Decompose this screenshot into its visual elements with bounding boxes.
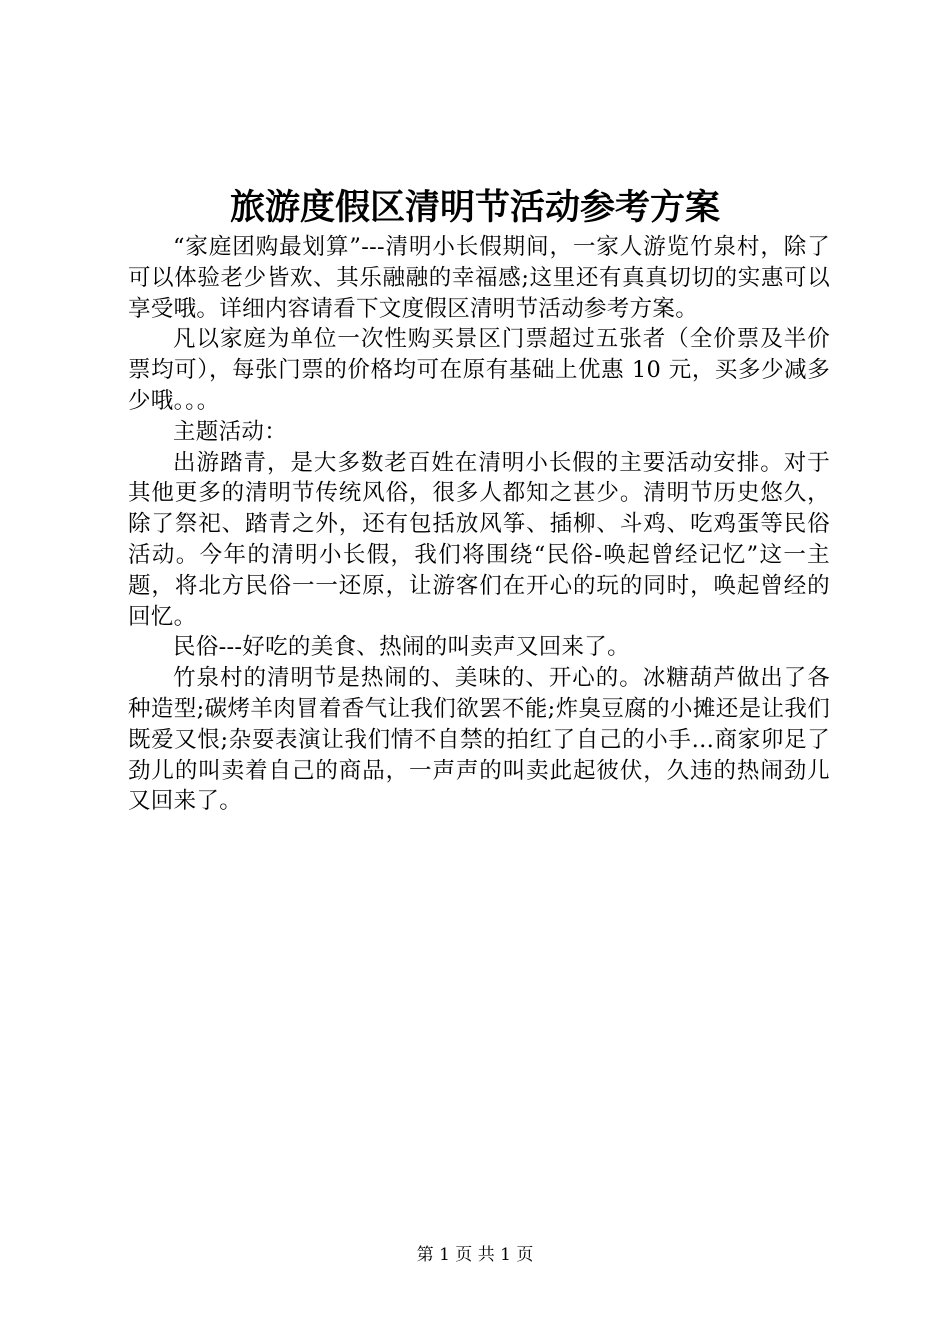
page-footer: 第 1 页 共 1 页 — [416, 1245, 534, 1265]
paragraph: “家庭团购最划算”---清明小长假期间，一家人游览竹泉村，除了可以体验老少皆欢、其乐融融的幸福感;这里还有真真切切的实惠可以享受哦。详细内容请看下文度假区清明节活动参考方案。 — [128, 234, 830, 322]
paragraph: 出游踏青，是大多数老百姓在清明小长假的主要活动安排。对于其他更多的清明节传统风俗，很多人都知之甚少。清明节历史悠久，除了祭祀、踏青之外，还有包括放风筝、插柳、斗鸡、吃鸡蛋等民俗活动。今年的清明小长假，我们将围绕“民俗-唤起曾经记忆”这一主题，将北方民俗一一还原，让游客们在开心的玩的同时，唤起曾经的回忆。 — [128, 449, 830, 630]
paragraph: 主题活动： — [173, 418, 288, 445]
document-title: 旅游度假区清明节活动参考方案 — [229, 187, 720, 228]
document-body — [128, 232, 830, 817]
paragraph: 竹泉村的清明节是热闹的、美味的、开心的。冰糖葫芦做出了各种造型;碳烤羊肉冒着香气让我们欲罢不能;炸臭豆腐的小摊还是让我们既爱又恨;杂耍表演让我们情不自禁的拍红了自己的小手…商家卯足了劲儿的叫卖着自己的商品，一声声的叫卖此起彼伏，久违的热闹劲儿又回来了。 — [128, 665, 830, 815]
paragraph: 凡以家庭为单位一次性购买景区门票超过五张者（全价票及半价票均可），每张门票的价格均可在原有基础上优惠 10 元，买多少减多少哦。。。 — [128, 326, 830, 414]
paragraph: 民俗---好吃的美食、热闹的叫卖声又回来了。 — [173, 634, 630, 661]
